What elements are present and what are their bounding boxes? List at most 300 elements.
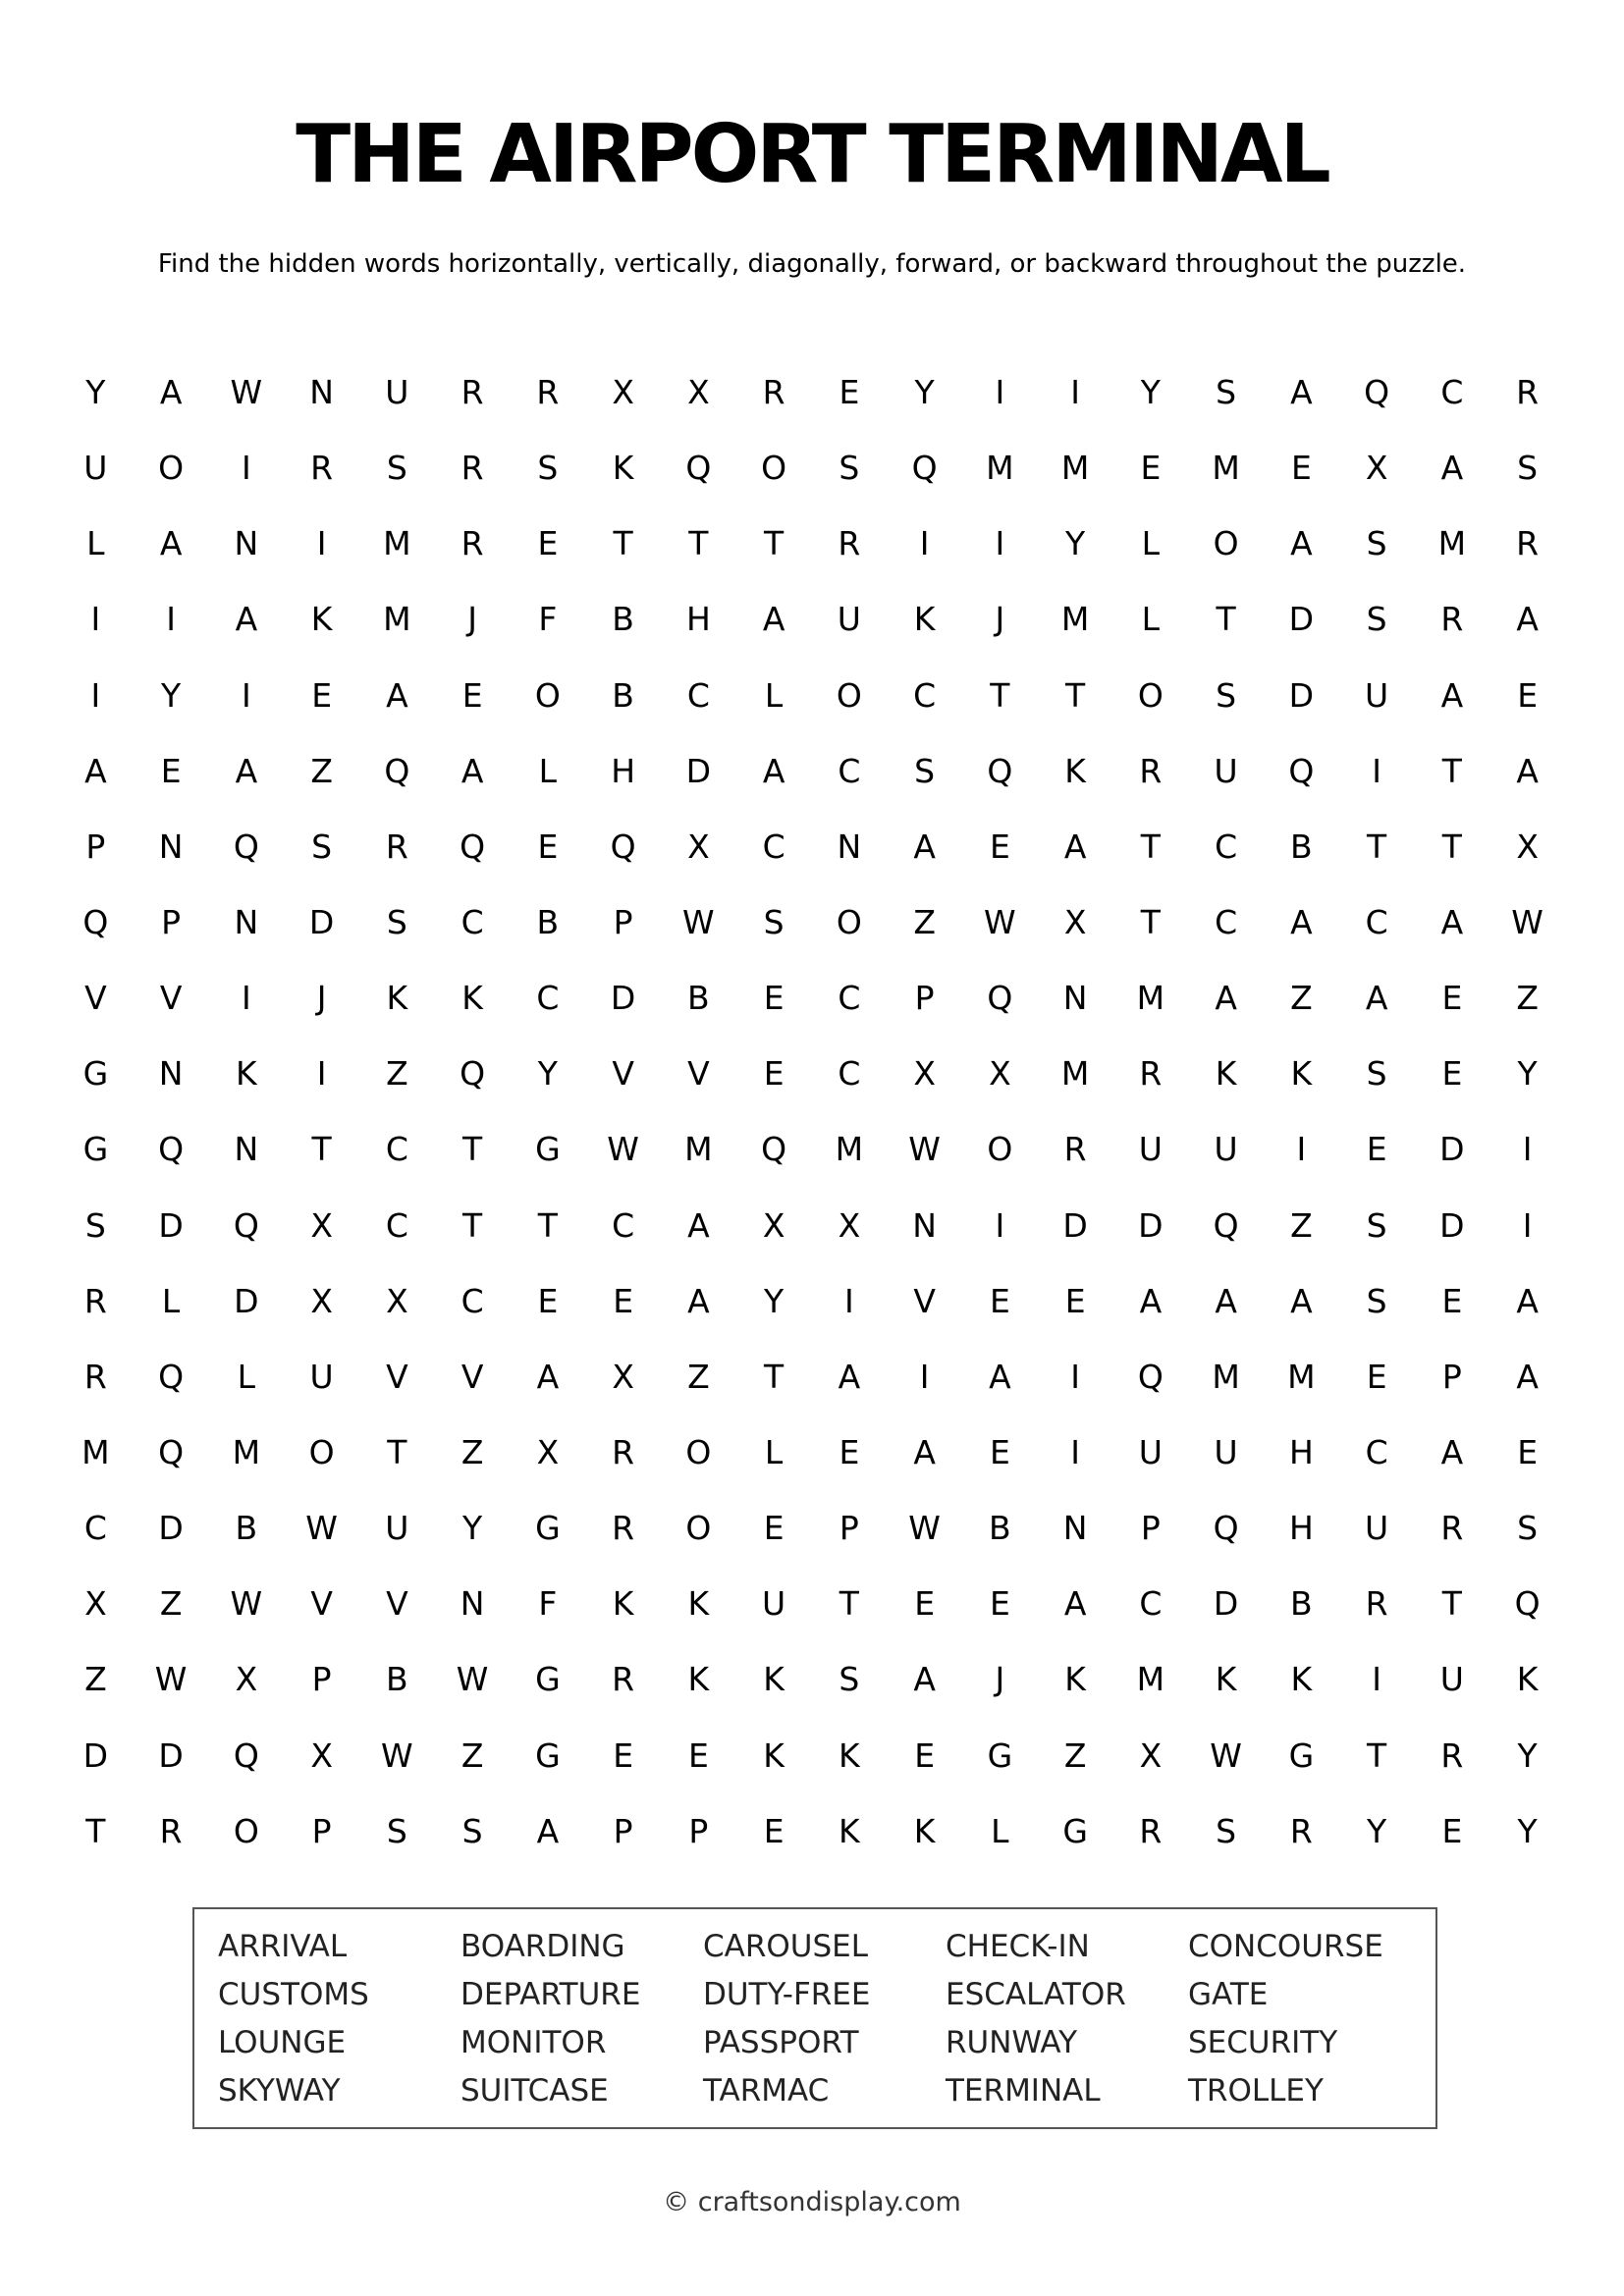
word-list-item: SUITCASE [460,2073,609,2109]
grid-letter: I [919,1357,930,1396]
grid-letter: R [612,1509,635,1548]
grid-letter: R [1516,524,1540,563]
grid-letter: M [835,1130,864,1169]
grid-letter: Z [84,1660,107,1699]
grid-letter: O [836,903,862,942]
grid-letter: M [1060,1054,1090,1094]
grid-letter: A [235,600,258,639]
grid-letter: B [989,1509,1011,1548]
grid-letter: K [1290,1660,1313,1699]
grid-letter: V [687,1054,710,1094]
grid-letter: B [536,903,560,942]
grid-letter: C [460,903,484,942]
grid-letter: A [84,751,107,790]
footer-credit: © craftsondisplay.com [663,2187,961,2217]
word-list-item: CAROUSEL [703,1929,869,1964]
grid-letter: Z [310,751,333,790]
grid-letter: W [230,1584,263,1624]
grid-letter: N [158,827,184,866]
grid-letter: A [687,1281,710,1320]
grid-letter: W [1210,1735,1242,1775]
grid-letter: K [1064,1660,1086,1699]
grid-letter: G [1062,1811,1088,1850]
word-list-item: TARMAC [703,2073,830,2109]
grid-letter: A [159,373,183,412]
grid-letter: E [914,1735,936,1775]
word-list-item: TERMINAL [946,2073,1101,2109]
grid-letter: C [838,979,861,1018]
grid-letter: U [762,1584,786,1624]
grid-letter: K [687,1660,710,1699]
grid-letter: K [386,979,408,1018]
grid-letter: Q [1137,1357,1164,1396]
grid-letter: L [991,1811,1009,1850]
grid-letter: Z [460,1735,484,1775]
grid-letter: S [1366,600,1387,639]
grid-letter: I [242,449,251,488]
grid-letter: E [311,675,333,715]
grid-letter: P [1441,1357,1462,1396]
grid-letter: E [1290,449,1312,488]
grid-letter: W [1511,903,1543,942]
grid-letter: X [1516,827,1539,866]
grid-letter: E [1064,1281,1086,1320]
grid-letter: X [989,1054,1011,1094]
grid-letter: X [913,1054,936,1094]
puzzle-instructions: Find the hidden words horizontally, vertically, diagonally, forward, or backward throughout the puzzle. [157,249,1467,279]
grid-letter: T [1216,600,1236,639]
grid-letter: X [536,1433,560,1472]
grid-letter: T [688,524,709,563]
grid-letter: A [1290,524,1313,563]
grid-letter: T [613,524,633,563]
grid-letter: G [82,1054,109,1094]
grid-letter: K [913,1811,936,1850]
grid-letter: V [159,979,183,1018]
grid-letter: S [537,449,559,488]
grid-letter: O [158,449,185,488]
grid-letter: Z [159,1584,183,1624]
grid-letter: X [1139,1735,1163,1775]
grid-letter: R [838,524,861,563]
grid-letter: S [914,751,936,790]
grid-letter: S [1517,1509,1539,1548]
grid-letter: N [1062,979,1088,1018]
word-list-item: ARRIVAL [218,1929,348,1964]
grid-letter: C [762,827,785,866]
letter-grid [58,354,1565,1869]
grid-letter: S [386,1811,407,1850]
grid-letter: R [159,1811,183,1850]
grid-letter: O [761,449,787,488]
grid-letter: H [1288,1509,1314,1548]
grid-letter: D [1439,1130,1465,1169]
grid-letter: A [1516,751,1539,790]
grid-letter: E [989,1281,1010,1320]
word-list-item: SKYWAY [218,2073,341,2109]
grid-letter: J [467,600,477,639]
grid-letter: J [995,600,1005,639]
grid-letter: Q [233,1205,259,1245]
grid-letter: M [1136,979,1165,1018]
grid-letter: P [311,1660,332,1699]
grid-letter: D [610,979,636,1018]
grid-letter: E [537,827,559,866]
grid-letter: I [316,1054,327,1094]
grid-letter: Y [161,675,182,715]
grid-letter: E [1140,449,1162,488]
grid-letter: U [385,1509,409,1548]
grid-letter: Q [1288,751,1315,790]
grid-letter: Q [1213,1509,1239,1548]
grid-letter: K [236,1054,257,1094]
grid-letter: Q [1514,1584,1541,1624]
grid-letter: A [989,1357,1011,1396]
grid-letter: O [987,1130,1013,1169]
word-list-item: LOUNGE [218,2025,347,2060]
grid-letter: P [85,827,106,866]
grid-letter: W [908,1509,941,1548]
grid-letter: W [682,903,715,942]
grid-letter: X [1365,449,1388,488]
grid-letter: A [913,1433,936,1472]
grid-letter: T [85,1811,106,1850]
grid-letter: Y [1517,1811,1538,1850]
grid-letter: A [460,751,484,790]
grid-letter: I [1070,1433,1080,1472]
grid-letter: R [1440,1509,1464,1548]
grid-letter: T [839,1584,859,1624]
grid-letter: A [1063,827,1087,866]
grid-letter: R [83,1357,107,1396]
grid-letter: A [386,675,408,715]
grid-letter: T [537,1205,558,1245]
grid-letter: Y [914,373,935,412]
grid-letter: B [1290,827,1313,866]
grid-letter: I [1522,1130,1533,1169]
grid-letter: T [1065,675,1086,715]
grid-letter: V [913,1281,936,1320]
grid-letter: T [462,1130,483,1169]
grid-letter: U [1365,1509,1389,1548]
grid-letter: N [309,373,334,412]
grid-letter: G [535,1735,561,1775]
grid-letter: S [386,449,407,488]
grid-letter: G [535,1130,561,1169]
grid-letter: U [1439,1660,1464,1699]
grid-letter: R [1365,1584,1388,1624]
grid-letter: R [460,524,484,563]
grid-letter: A [1290,1281,1313,1320]
grid-letter: X [838,1205,861,1245]
grid-letter: C [913,675,937,715]
grid-letter: I [995,373,1005,412]
grid-letter: T [1140,827,1161,866]
grid-letter: Q [610,827,636,866]
grid-letter: I [995,1205,1005,1245]
grid-letter: S [461,1811,483,1850]
grid-letter: D [234,1281,259,1320]
grid-letter: O [836,675,862,715]
grid-letter: D [158,1735,184,1775]
grid-letter: A [1063,1584,1087,1624]
grid-letter: L [1141,524,1161,563]
grid-letter: W [984,903,1016,942]
grid-letter: E [839,1433,860,1472]
grid-letter: C [838,751,861,790]
grid-letter: E [763,1054,785,1094]
grid-letter: V [84,979,107,1018]
grid-letter: S [1366,524,1387,563]
grid-letter: I [166,600,176,639]
grid-letter: E [1366,1130,1387,1169]
grid-letter: B [386,1660,408,1699]
grid-letter: C [1139,1584,1163,1624]
grid-letter: E [989,1584,1010,1624]
grid-letter: O [308,1433,335,1472]
grid-letter: T [311,1130,332,1169]
grid-letter: X [762,1205,785,1245]
grid-letter: W [908,1130,941,1169]
grid-letter: R [612,1660,635,1699]
grid-letter: A [762,751,785,790]
grid-letter: K [913,600,936,639]
grid-letter: E [1441,1281,1463,1320]
grid-letter: Y [85,373,106,412]
grid-letter: E [1366,1357,1387,1396]
grid-letter: R [385,827,408,866]
grid-letter: E [989,827,1010,866]
puzzle-title: THE AIRPORT TERMINAL [296,108,1328,201]
grid-letter: Z [1063,1735,1087,1775]
grid-letter: M [1212,1357,1240,1396]
grid-letter: U [1214,1130,1238,1169]
grid-letter: R [1440,1735,1464,1775]
grid-letter: A [1215,979,1237,1018]
grid-letter: X [1063,903,1087,942]
grid-letter: J [995,1660,1005,1699]
grid-letter: S [763,903,785,942]
grid-letter: W [381,1735,413,1775]
grid-letter: M [81,1433,110,1472]
grid-letter: T [1140,903,1161,942]
grid-letter: O [685,1509,712,1548]
grid-letter: S [1216,675,1237,715]
grid-letter: O [233,1811,259,1850]
grid-letter: A [913,827,936,866]
grid-letter: P [914,979,935,1018]
grid-letter: P [839,1509,859,1548]
grid-letter: A [1516,1281,1539,1320]
grid-letter: K [839,1811,860,1850]
grid-letter: Q [158,1433,185,1472]
grid-letter: I [1070,1357,1080,1396]
grid-letter: K [612,449,634,488]
grid-letter: C [1365,1433,1388,1472]
grid-letter: S [1216,373,1237,412]
grid-letter: S [311,827,333,866]
grid-letter: C [1440,373,1464,412]
grid-letter: L [86,524,105,563]
grid-letter: T [764,1357,785,1396]
grid-letter: S [386,903,407,942]
grid-letter: D [308,903,335,942]
grid-letter: G [987,1735,1013,1775]
grid-letter: O [685,1433,712,1472]
grid-letter: L [237,1357,256,1396]
grid-letter: N [234,903,259,942]
grid-letter: I [1070,373,1080,412]
grid-letter: R [612,1433,635,1472]
grid-letter: D [1288,600,1315,639]
grid-letter: G [1288,1735,1315,1775]
grid-letter: R [310,449,334,488]
grid-letter: R [460,373,484,412]
word-list-item: CONCOURSE [1188,1929,1383,1964]
grid-letter: L [1141,600,1161,639]
grid-letter: Y [462,1509,483,1548]
grid-letter: U [1138,1130,1163,1169]
grid-letter: N [234,524,259,563]
grid-letter: P [613,1811,633,1850]
grid-letter: A [838,1357,861,1396]
grid-letter: M [986,449,1014,488]
grid-letter: U [385,373,409,412]
grid-letter: A [536,1811,560,1850]
grid-letter: M [232,1433,261,1472]
grid-letter: U [1214,1433,1238,1472]
grid-letter: R [1139,1054,1163,1094]
grid-letter: A [1516,600,1539,639]
grid-letter: L [764,1433,784,1472]
grid-letter: A [1516,1357,1539,1396]
grid-letter: Q [987,751,1013,790]
grid-letter: K [1290,1054,1313,1094]
word-list-item: DUTY-FREE [703,1977,871,2012]
grid-letter: X [612,373,634,412]
grid-letter: E [763,1509,785,1548]
grid-letter: X [84,1584,107,1624]
grid-letter: Y [1065,524,1086,563]
grid-letter: X [310,1205,333,1245]
grid-letter: S [1366,1054,1387,1094]
grid-letter: V [460,1357,484,1396]
grid-letter: X [310,1281,333,1320]
grid-letter: F [538,1584,558,1624]
word-list [192,1907,1437,2129]
grid-letter: Q [82,903,109,942]
grid-letter: C [460,1281,484,1320]
grid-letter: D [1138,1205,1164,1245]
grid-letter: Y [1517,1735,1538,1775]
grid-letter: D [1213,1584,1239,1624]
grid-letter: E [613,1281,634,1320]
grid-letter: M [1212,449,1240,488]
word-list-item: TROLLEY [1188,2073,1324,2109]
grid-letter: I [844,1281,854,1320]
grid-letter: Q [460,827,486,866]
grid-letter: N [158,1054,184,1094]
grid-letter: A [1440,903,1464,942]
grid-letter: H [685,600,711,639]
grid-letter: W [305,1509,338,1548]
grid-letter: A [1290,903,1313,942]
grid-letter: C [1215,827,1238,866]
grid-letter: G [535,1660,561,1699]
grid-letter: C [838,1054,861,1094]
grid-letter: I [919,524,930,563]
grid-letter: E [1441,1811,1463,1850]
word-list-item: GATE [1188,1977,1269,2012]
grid-letter: X [235,1660,258,1699]
grid-letter: E [763,1811,785,1850]
grid-letter: H [611,751,636,790]
grid-letter: G [82,1130,109,1169]
grid-letter: T [1441,827,1462,866]
grid-letter: K [763,1660,785,1699]
grid-letter: M [1136,1660,1165,1699]
grid-letter: Y [764,1281,785,1320]
grid-letter: Q [1213,1205,1239,1245]
grid-letter: M [1287,1357,1316,1396]
grid-letter: Q [158,1130,185,1169]
grid-letter: M [383,524,411,563]
grid-letter: Y [1367,1811,1387,1850]
grid-letter: A [1215,1281,1237,1320]
grid-letter: K [1215,1660,1237,1699]
grid-letter: X [612,1357,634,1396]
grid-letter: E [1441,1054,1463,1094]
grid-letter: G [535,1509,561,1548]
grid-letter: S [1517,449,1539,488]
grid-letter: A [235,751,258,790]
grid-letter: W [456,1660,489,1699]
grid-letter: J [316,979,327,1018]
grid-letter: Q [1364,373,1390,412]
grid-letter: D [1288,675,1315,715]
grid-letter: A [762,600,785,639]
grid-letter: Q [233,1735,259,1775]
grid-letter: S [839,1660,860,1699]
grid-letter: R [460,449,484,488]
word-list-item: CUSTOMS [218,1977,369,2012]
grid-letter: T [1367,1735,1387,1775]
grid-letter: Z [687,1357,710,1396]
grid-letter: D [685,751,712,790]
grid-letter: E [763,979,785,1018]
grid-letter: B [612,675,634,715]
grid-letter: S [1216,1811,1237,1850]
grid-letter: A [1365,979,1388,1018]
grid-letter: K [1215,1054,1237,1094]
grid-letter: L [161,1281,181,1320]
grid-letter: R [1063,1130,1087,1169]
grid-letter: X [687,373,710,412]
grid-letter: N [1062,1509,1088,1548]
grid-letter: I [316,524,327,563]
grid-letter: I [1372,751,1381,790]
grid-letter: V [386,1584,408,1624]
grid-letter: Y [1517,1054,1538,1094]
word-list-item: SECURITY [1188,2025,1338,2060]
grid-letter: C [612,1205,635,1245]
grid-letter: A [1290,373,1313,412]
grid-letter: K [612,1584,634,1624]
grid-letter: C [385,1205,408,1245]
grid-letter: C [1215,903,1238,942]
grid-letter: R [1289,1811,1313,1850]
grid-letter: K [1516,1660,1539,1699]
